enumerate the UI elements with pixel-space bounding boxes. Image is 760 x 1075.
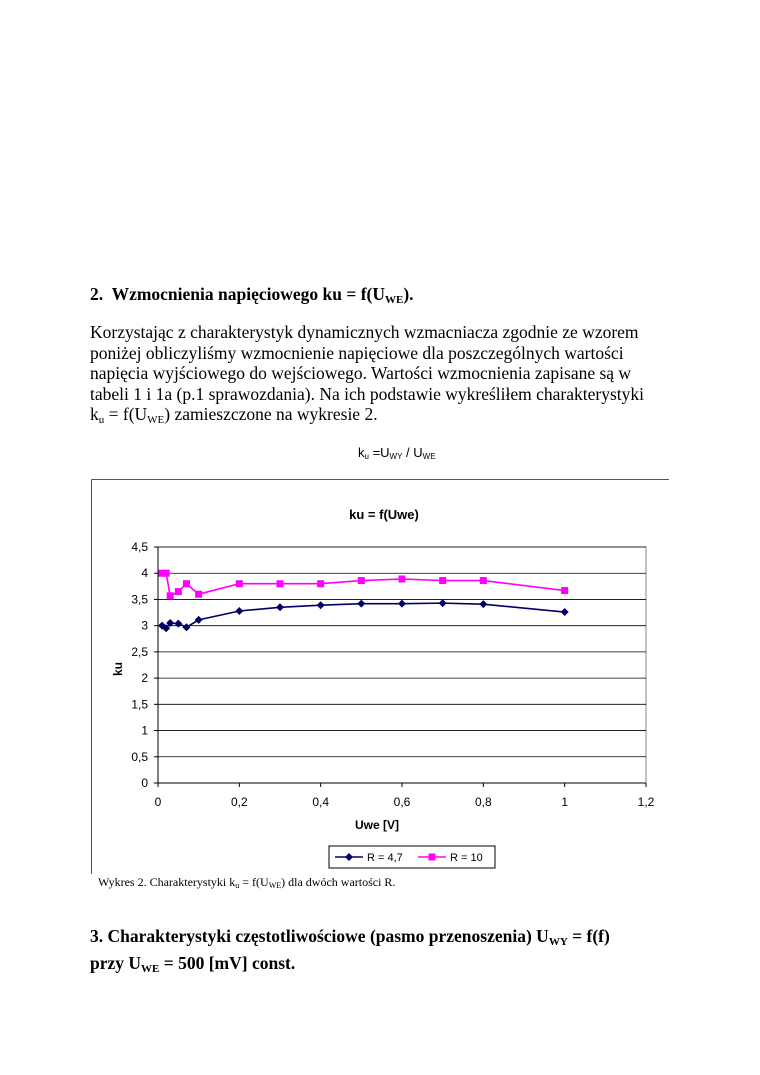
- x-axis-label: Uwe [V]: [354, 818, 400, 832]
- y-tick-label: 2: [141, 671, 148, 686]
- y-tick-label: 4: [141, 566, 148, 581]
- paragraph-line: Korzystając z charakterystyk dynamicznych wzmacniacza zgodnie ze wzorem: [90, 322, 639, 342]
- paragraph-line: poniżej obliczyliśmy wzmocnienie napięciowe dla poszczególnych wartości: [90, 342, 624, 363]
- data-point-r47: [235, 607, 243, 615]
- data-point-r10: [195, 591, 202, 598]
- y-tick-label: 2,5: [131, 644, 148, 659]
- legend-marker-r10: [429, 854, 436, 861]
- x-tick-label: 0: [154, 795, 162, 809]
- y-tick-label: 3: [141, 618, 148, 633]
- data-point-r10: [236, 580, 243, 587]
- x-tick-label: 1: [561, 795, 569, 809]
- y-tick-label: 4,5: [131, 540, 148, 554]
- x-tick-label: 0,6: [393, 795, 411, 809]
- section-3-line: 3. Charakterystyki częstotliwościowe (pasmo przenoszenia) $U_{WY} = f(f)$: [90, 926, 610, 948]
- section-2-heading: [90, 284, 414, 306]
- data-point-r10: [399, 575, 406, 582]
- data-point-r10: [277, 580, 284, 587]
- x-tick-label: 0,4: [312, 795, 330, 809]
- data-point-r10: [358, 577, 365, 584]
- y-tick-label: 3,5: [131, 592, 148, 607]
- data-point-r47: [398, 600, 406, 608]
- data-point-r47: [317, 601, 325, 609]
- y-tick-label: 1,5: [131, 697, 148, 712]
- paragraph-line: napięcia wyjściowego do wejściowego. Wartości wzmocnienia zapisane są w: [90, 363, 632, 383]
- section-2-title: Wzmocnienia napięciowego ku = $f(U_{WE})$.: [111, 284, 414, 306]
- y-axis-label: ku: [111, 661, 125, 677]
- data-point-r47: [357, 600, 365, 608]
- data-point-r10: [175, 588, 182, 595]
- x-tick-label: 0,2: [230, 795, 248, 809]
- x-tick-label: 1,2: [637, 795, 655, 809]
- section-2-number: 2.: [90, 284, 104, 304]
- data-point-r47: [561, 608, 569, 616]
- paragraph-line: tabeli 1 i 1a (p.1 sprawozdania). Na ich podstawie wykreśliłem charakterystyki: [90, 383, 644, 404]
- series-line-r10: [162, 573, 565, 596]
- data-point-r10: [183, 580, 190, 587]
- body-paragraph: [90, 322, 690, 425]
- y-tick-label: 1: [141, 723, 148, 738]
- figure-caption: Wykres 2. Charakterystyki $k_u = f(U_{WE})$ dla dwóch wartości R.: [98, 875, 396, 890]
- data-point-r10: [561, 587, 568, 594]
- gain-formula: $k_u =U_{WY} / U_{WE}$: [358, 445, 436, 461]
- section-3-line: przy $U_{WE} = 500$ [mV] const.: [90, 953, 296, 975]
- chart-container: [91, 479, 669, 874]
- paragraph-line: $k_u = f(U_{WE})$ zamieszczone na wykresie 2.: [90, 404, 378, 426]
- data-point-r10: [480, 577, 487, 584]
- data-point-r10: [317, 580, 324, 587]
- section-3-heading: [90, 926, 610, 980]
- data-point-r10: [439, 577, 446, 584]
- chart-svg: [91, 479, 669, 874]
- y-tick-label: 0: [141, 776, 148, 790]
- data-point-r10: [163, 570, 170, 577]
- chart-title: ku = f(Uwe): [349, 507, 419, 522]
- y-tick-label: 0,5: [131, 749, 148, 764]
- data-point-r47: [439, 599, 447, 607]
- legend-label-r10: R = 10: [450, 852, 483, 864]
- series-line-r47: [162, 603, 565, 628]
- data-point-r47: [479, 600, 487, 608]
- data-point-r47: [174, 620, 182, 628]
- x-tick-label: 0,8: [474, 795, 492, 809]
- data-point-r47: [195, 616, 203, 624]
- data-point-r47: [276, 603, 284, 611]
- legend-label-r47: R = 4,7: [367, 852, 403, 864]
- data-point-r47: [182, 623, 190, 631]
- data-point-r10: [167, 592, 174, 599]
